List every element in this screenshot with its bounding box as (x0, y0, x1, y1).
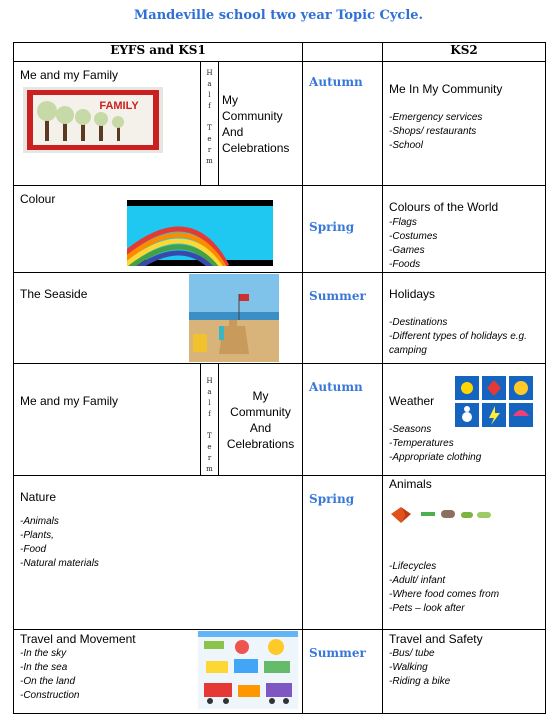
table-row (14, 364, 546, 476)
ks2-details: -Seasons -Temperatures -Appropriate clothing (389, 424, 482, 463)
ks2-cell (383, 62, 546, 186)
eyfs-cell (14, 476, 303, 630)
ks2-topic: Me In My Community (389, 82, 503, 96)
season-label: Summer (309, 646, 366, 660)
eyfs-topic: The Seaside (20, 287, 88, 301)
ks2-details: -Emergency services -Shops/ restaurants -School (389, 112, 483, 151)
ks2-cell (383, 186, 546, 273)
half-term-label: H a l f T e r m (206, 377, 213, 473)
season-cell (303, 476, 383, 630)
table-row (14, 273, 546, 364)
seaside-sandcastle-picture (189, 274, 279, 362)
ks2-cell (383, 630, 546, 714)
eyfs-cell (14, 630, 303, 714)
table-row (14, 476, 546, 630)
ks2-details: -Lifecycles -Adult/ infant -Where food comes from -Pets – look after (389, 561, 500, 614)
table-row (14, 630, 546, 714)
topic-cycle-table (13, 42, 546, 714)
ks2-cell (383, 273, 546, 364)
rainbow-picture (127, 200, 273, 266)
eyfs-topic: Nature (20, 490, 57, 504)
eyfs-topic: Me and my Family (20, 394, 119, 408)
family-trees-picture (23, 87, 163, 153)
community-cell (219, 62, 303, 186)
ks2-topic: Holidays (389, 287, 436, 301)
community-text: My Community And Celebrations (222, 92, 290, 155)
eyfs-cell (14, 62, 201, 186)
ks2-header: KS2 (383, 43, 546, 62)
half-term-cell (201, 62, 219, 186)
season-cell (303, 630, 383, 714)
eyfs-topic: Colour (20, 192, 56, 206)
season-cell (303, 186, 383, 273)
eyfs-cell (14, 364, 201, 476)
season-label: Autumn (309, 75, 363, 89)
ks2-topic: Weather (389, 394, 435, 408)
ks2-topic: Colours of the World (389, 200, 499, 214)
community-text: My Community And Celebrations (226, 388, 295, 451)
eyfs-cell (14, 186, 303, 273)
weather-icons-picture (455, 376, 533, 428)
season-header (303, 43, 383, 62)
ks2-cell (383, 364, 546, 476)
eyfs-topic: Travel and Movement (20, 632, 136, 646)
half-term-cell (201, 364, 219, 476)
table-row (14, 62, 546, 186)
table-row (14, 186, 546, 273)
season-label: Spring (309, 492, 355, 506)
season-cell (303, 273, 383, 364)
family-label: FAMILY (99, 100, 139, 112)
eyfs-details: -In the sky -In the sea -On the land -Construction (20, 648, 80, 701)
vehicles-picture (198, 631, 298, 709)
ks2-topic: Animals (389, 477, 432, 491)
eyfs-header: EYFS and KS1 (14, 43, 303, 62)
season-label: Spring (309, 220, 355, 234)
header-row (14, 43, 546, 62)
page-title: Mandeville school two year Topic Cycle. (133, 8, 424, 23)
season-label: Autumn (309, 380, 363, 394)
eyfs-topic: Me and my Family (20, 68, 119, 82)
eyfs-cell (14, 273, 303, 364)
ks2-details: -Destinations -Different types of holidays e.g. camping (389, 317, 527, 356)
season-cell (303, 62, 383, 186)
season-label: Summer (309, 289, 366, 303)
ks2-topic: Travel and Safety (389, 632, 483, 646)
community-cell (219, 364, 303, 476)
half-term-label: H a l f T e r m (206, 69, 213, 165)
eyfs-details: -Animals -Plants, -Food -Natural materials (20, 516, 99, 569)
ks2-details: -Bus/ tube -Walking -Riding a bike (389, 648, 451, 687)
animal-lifecycle-picture (387, 504, 497, 526)
season-cell (303, 364, 383, 476)
ks2-cell (383, 476, 546, 630)
ks2-details: -Flags -Costumes -Games -Foods (389, 217, 438, 270)
